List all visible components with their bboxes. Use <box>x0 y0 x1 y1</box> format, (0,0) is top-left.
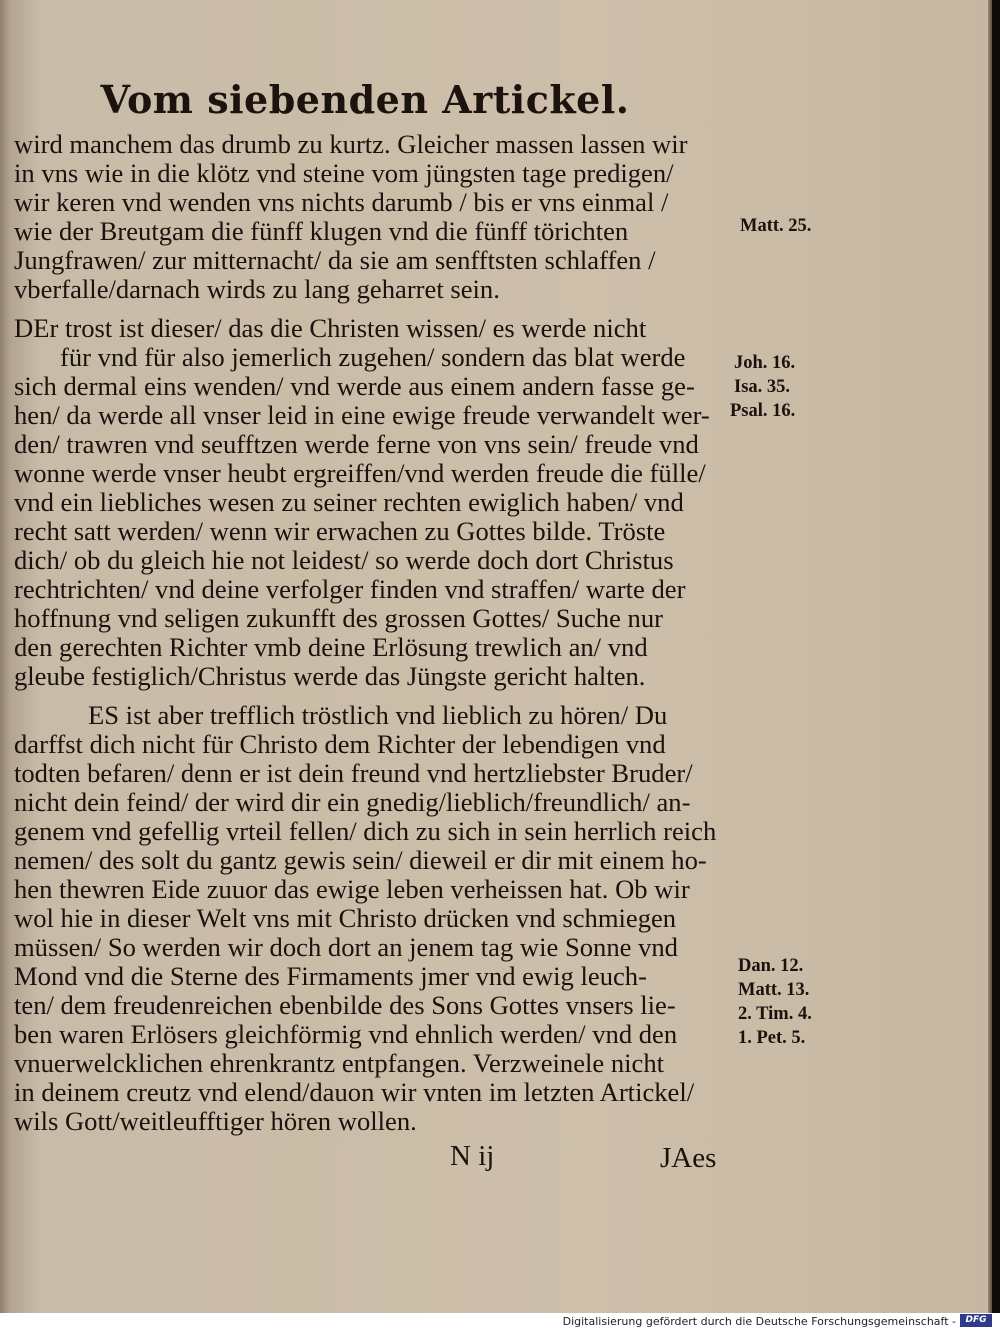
text-line: müssen/ So werden wir doch dort an jenem tag wie Sonne vnd <box>14 932 678 962</box>
text-line: ES ist aber trefflich tröstlich vnd lieblich zu hören/ Du <box>88 700 668 730</box>
marginal-note: 2. Tim. 4. <box>738 1004 812 1024</box>
footer-credit: Digitalisierung gefördert durch die Deutsche Forschungsgemeinschaft - <box>562 1315 956 1328</box>
text-line: Mond vnd die Sterne des Firmaments jmer vnd ewig leuch- <box>14 961 647 991</box>
text-line: wird manchem das drumb zu kurtz. Gleicher massen lassen wir <box>14 129 688 159</box>
text-line: den/ trawren vnd seufftzen werde ferne von vns sein/ freude vnd <box>14 429 699 459</box>
marginal-note: Joh. 16. <box>734 353 796 373</box>
signature-mark: N ij <box>450 1140 495 1172</box>
text-line: vberfalle/darnach wirds zu lang geharret sein. <box>14 274 500 304</box>
running-head: Vom siebenden Artickel. <box>100 77 630 122</box>
text-line: wie der Breutgam die fünff klugen vnd die fünff törichten <box>14 216 629 246</box>
text-line: in vns wie in die klötz vnd steine vom jüngsten tage predigen/ <box>14 158 674 188</box>
marginal-note: Matt. 25. <box>740 216 812 236</box>
text-line: ten/ dem freudenreichen ebenbilde des Sons Gottes vnsers lie- <box>14 990 676 1020</box>
text-line: Jungfrawen/ zur mitternacht/ da sie am senfftsten schlaffen / <box>14 245 656 275</box>
text-line: wir keren vnd wenden vns nichts darumb / bis er vns einmal / <box>14 187 669 217</box>
text-line: den gerechten Richter vmb deine Erlösung trewlich an/ vnd <box>14 632 648 662</box>
text-line: nemen/ des solt du gantz gewis sein/ dieweil er dir mit einem ho- <box>14 845 707 875</box>
text-line: vnuerwelcklichen ehrenkrantz entpfangen. Verzweinele nicht <box>14 1048 665 1078</box>
text-line: wils Gott/weitleufftiger hören wollen. <box>14 1106 417 1136</box>
text-line: gleube festiglich/Christus werde das Jüngste gericht halten. <box>14 661 646 691</box>
marginal-note: Matt. 13. <box>738 980 810 1000</box>
marginal-note: Dan. 12. <box>738 956 804 976</box>
text-line: todten befaren/ denn er ist dein freund vnd hertzliebster Bruder/ <box>14 758 693 788</box>
text-line: genem vnd gefellig vrteil fellen/ dich zu sich in sein herrlich reich <box>14 816 717 846</box>
dfg-logo: DFG <box>960 1314 992 1327</box>
text-line: hen thewren Eide zuuor das ewige leben verheissen hat. Ob wir <box>14 874 690 904</box>
text-line: hoffnung vnd seligen zukunfft des grossen Gottes/ Suche nur <box>14 603 663 633</box>
text-line: rechtrichten/ vnd deine verfolger finden vnd straffen/ warte der <box>14 574 686 604</box>
text-line: vnd ein liebliches wesen zu seiner rechten ewiglich haben/ vnd <box>14 487 684 517</box>
text-line: wonne werde vnser heubt ergreiffen/vnd werden freude die fülle/ <box>14 458 706 488</box>
text-line: sich dermal eins wenden/ vnd werde aus einem andern fasse ge- <box>14 371 695 401</box>
marginal-note: Psal. 16. <box>730 401 796 421</box>
footer-bar <box>0 1313 1000 1330</box>
text-line: DEr trost ist dieser/ das die Christen wissen/ es werde nicht <box>14 313 647 343</box>
text-line: für vnd für also jemerlich zugehen/ sondern das blat werde <box>60 342 686 372</box>
text-line: recht satt werden/ wenn wir erwachen zu Gottes bilde. Tröste <box>14 516 666 546</box>
text-line: hen/ da werde all vnser leid in eine ewige freude verwandelt wer- <box>14 400 710 430</box>
text-line: nicht dein feind/ der wird dir ein gnedig/lieblich/freundlich/ an- <box>14 787 691 817</box>
text-line: ben waren Erlösers gleichförmig vnd ehnlich werden/ vnd den <box>14 1019 678 1049</box>
marginal-note: Isa. 35. <box>734 377 791 397</box>
text-line: in deinem creutz vnd elend/dauon wir vnten im letzten Artickel/ <box>14 1077 695 1107</box>
catchword: JAes <box>660 1142 717 1174</box>
text-line: dich/ ob du gleich hie not leidest/ so werde doch dort Christus <box>14 545 674 575</box>
text-line: darffst dich nicht für Christo dem Richter der lebendigen vnd <box>14 729 666 759</box>
marginal-note: 1. Pet. 5. <box>738 1028 806 1048</box>
page-edge <box>988 0 992 1313</box>
text-line: wol hie in dieser Welt vns mit Christo drücken vnd schmiegen <box>14 903 677 933</box>
